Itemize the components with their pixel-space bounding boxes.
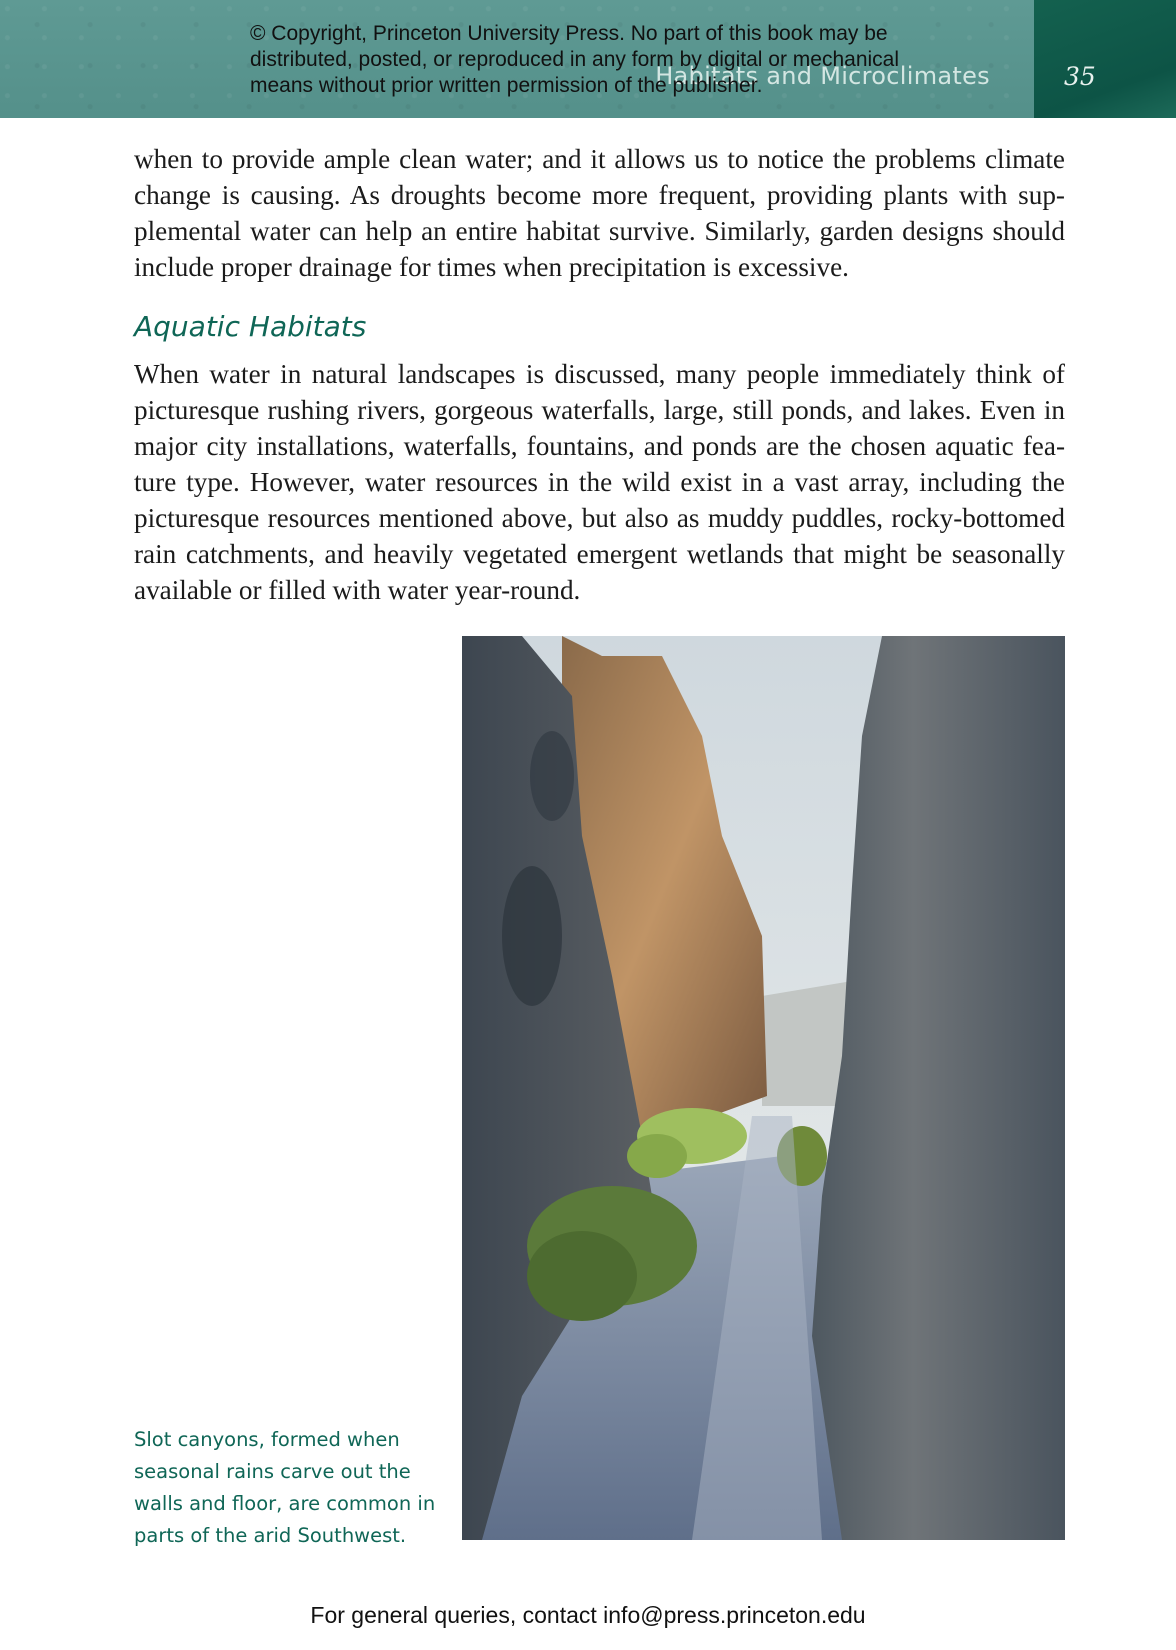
page-number: 35 — [1064, 62, 1096, 91]
text-line: picturesque resources mentioned above, but also as muddy puddles, rocky-bottomed — [134, 503, 1065, 533]
figure-caption — [134, 1424, 434, 1552]
running-header — [0, 0, 1176, 118]
text-line: plemental water can help an entire habitat survive. Similarly, garden designs should — [134, 216, 1065, 246]
copyright-line: distributed, posted, or reproduced in any form by digital or mechanical — [250, 48, 900, 71]
text-line: when to provide ample clean water; and it allows us to notice the problems climate — [134, 144, 1065, 174]
text-line: include proper drainage for times when precipitation is excessive. — [134, 252, 849, 282]
caption-line: Slot canyons, formed when — [134, 1428, 400, 1451]
text-line: change is causing. As droughts become more frequent, providing plants with sup- — [134, 180, 1065, 210]
text-line: available or filled with water year-round. — [134, 575, 581, 605]
page-number-tab — [1034, 0, 1176, 118]
slot-canyon-photo — [462, 636, 1065, 1540]
section-heading: Aquatic Habitats — [134, 310, 367, 343]
caption-line: walls and floor, are common in — [134, 1492, 436, 1515]
running-title: Habitats and Microclimates — [655, 62, 990, 90]
text-line: ture type. However, water resources in the wild exist in a vast array, including the — [134, 467, 1065, 497]
text-line: rain catchments, and heavily vegetated emergent wetlands that might be seasonally — [134, 539, 1065, 569]
text-line: picturesque rushing rivers, gorgeous waterfalls, large, still ponds, and lakes. Even in — [134, 395, 1065, 425]
caption-line: parts of the arid Southwest. — [134, 1524, 407, 1547]
text-line: When water in natural landscapes is discussed, many people immediately think of — [134, 359, 1065, 389]
footer-contact: For general queries, contact info@press.princeton.edu — [310, 1602, 866, 1628]
body-paragraph-2 — [134, 356, 1065, 608]
copyright-notice — [250, 21, 950, 99]
caption-line: seasonal rains carve out the — [134, 1460, 411, 1483]
copyright-line: means without prior written permission of the publisher. — [250, 74, 763, 97]
copyright-line: © Copyright, Princeton University Press. No part of this book may be — [250, 22, 888, 45]
text-line: major city installations, waterfalls, fountains, and ponds are the chosen aquatic fea- — [134, 431, 1065, 461]
body-paragraph-1 — [134, 141, 1065, 285]
